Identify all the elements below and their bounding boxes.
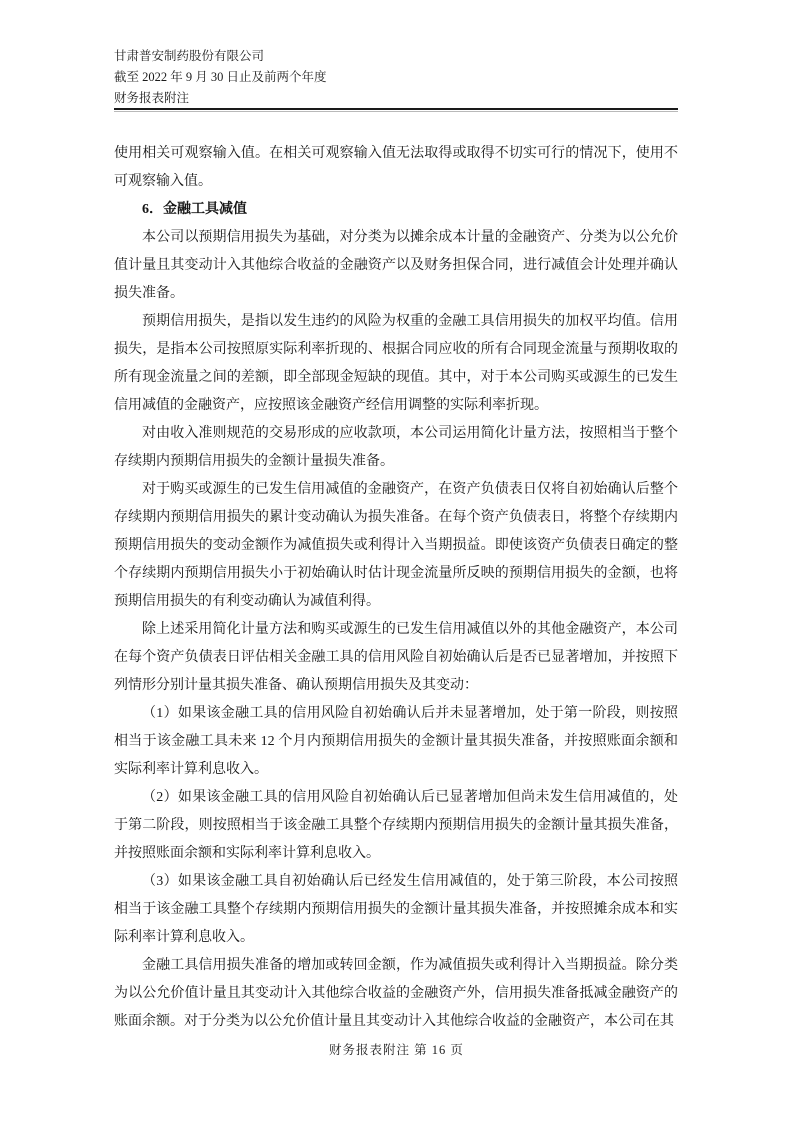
paragraph-5: 除上述采用简化计量方法和购买或源生的已发生信用减值以外的其他金融资产，本公司在每个资产负债表日评估相关金融工具的信用风险自初始确认后是否已显著增加，并按照下列情形分别计量其损失准备、确认预期信用损失及其变动： — [114, 622, 678, 693]
report-period: 截至 2022 年 9 月 30 日止及前两个年度 — [114, 70, 327, 84]
header-rule — [114, 108, 678, 112]
paragraph-2: 预期信用损失，是指以发生违约的风险为权重的金融工具信用损失的加权平均值。信用损失，是指本公司按照原实际利率折现的、根据合同应收的所有合同现金流量与预期收取的所有现金流量之间的差额，即全部现金短缺的现值。其中，对于本公司购买或源生的已发生信用减值的金融资产，应按照该金融资产经信用调整的实际利率折现。 — [114, 314, 678, 413]
doc-title: 财务报表附注 — [114, 91, 190, 105]
continuation-paragraph: 使用相关可观察输入值。在相关可观察输入值无法取得或取得不切实可行的情况下，使用不可观察输入值。 — [114, 146, 678, 189]
page-header — [114, 46, 678, 109]
page-footer — [0, 1041, 793, 1059]
paragraph-4: 对于购买或源生的已发生信用减值的金融资产，在资产负债表日仅将自初始确认后整个存续期内预期信用损失的累计变动确认为损失准备。在每个资产负债表日，将整个存续期内预期信用损失的变动金额作为减值损失或利得计入当期损益。即使该资产负债表日确定的整个存续期内预期信用损失小于初始确认时估计现金流量所反映的预期信用损失的金额，也将预期信用损失的有利变动确认为减值利得。 — [114, 482, 678, 609]
paragraph-8: （3）如果该金融工具自初始确认后已经发生信用减值的，处于第三阶段，本公司按照相当于该金融工具整个存续期内预期信用损失的金额计量其损失准备，并按照摊余成本和实际利率计算利息收入。 — [114, 874, 678, 945]
paragraph-6: （1）如果该金融工具的信用风险自初始确认后并未显著增加，处于第一阶段，则按照相当于该金融工具未来 12 个月内预期信用损失的金额计量其损失准备，并按照账面余额和实际利率计算利息收入。 — [114, 706, 678, 777]
paragraph-7: （2）如果该金融工具的信用风险自初始确认后已显著增加但尚未发生信用减值的，处于第二阶段，则按照相当于该金融工具整个存续期内预期信用损失的金额计量其损失准备，并按照账面余额和实际利率计算利息收入。 — [114, 790, 678, 861]
paragraph-1: 本公司以预期信用损失为基础，对分类为以摊余成本计量的金融资产、分类为以公允价值计量且其变动计入其他综合收益的金融资产以及财务担保合同，进行减值会计处理并确认损失准备。 — [114, 230, 678, 301]
body-text — [114, 140, 678, 1036]
section-heading: 6．金融工具减值 — [142, 202, 247, 217]
company-name: 甘肃普安制药股份有限公司 — [114, 49, 265, 63]
page-number-label: 财务报表附注 第 16 页 — [329, 1043, 464, 1057]
paragraph-9: 金融工具信用损失准备的增加或转回金额，作为减值损失或利得计入当期损益。除分类为以公允价值计量且其变动计入其他综合收益的金融资产外，信用损失准备抵减金融资产的账面余额。对于分类为以公允价值计量且其变动计入其他综合收益的金融资产，本公司在其 — [114, 958, 678, 1029]
paragraph-3: 对由收入准则规范的交易形成的应收款项，本公司运用简化计量方法，按照相当于整个存续期内预期信用损失的金额计量损失准备。 — [114, 426, 678, 469]
